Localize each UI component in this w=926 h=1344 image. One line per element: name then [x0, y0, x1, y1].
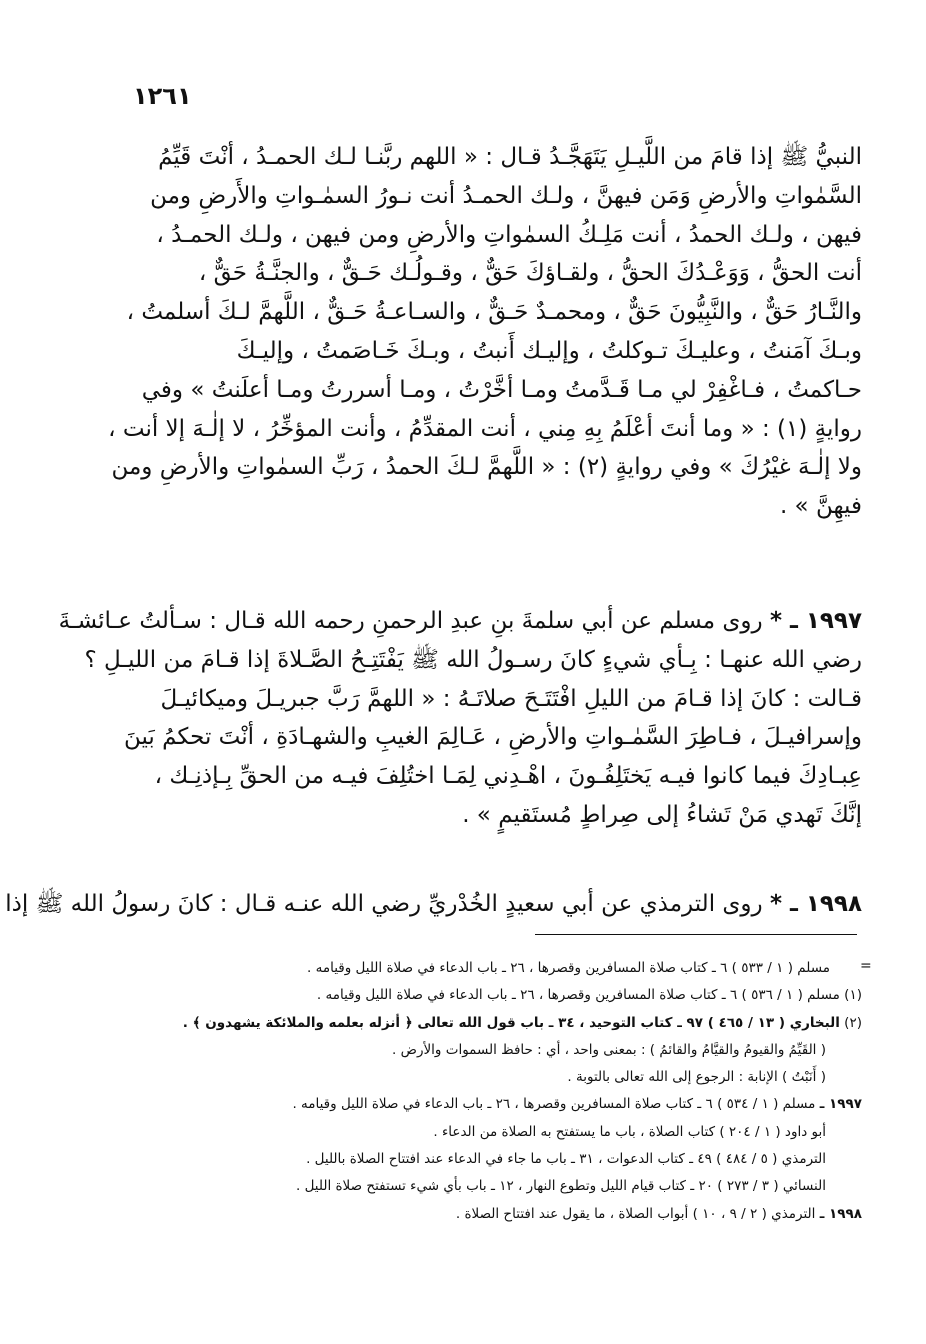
text-line: حـاكمتُ ، فـاغْفِرْ لي مـا قَـدَّمتُ ومـا أخَّرْتُ ، ومـا أسررتُ ومـا أعلَنتُ » وفي: [141, 376, 862, 403]
footnotes: [162, 955, 862, 1228]
footnote-text: مسلم ( ١ / ٥٣٦ ) ٦ ـ كتاب صلاة المسافرين وقصرها ، ٢٦ ـ باب الدعاء في صلاة الليل وقيامه .: [316, 987, 840, 1004]
continuation-mark: =: [860, 958, 872, 974]
footnote: [162, 1201, 862, 1228]
footnote-text: مسلم ( ١ / ٥٣٣ ) ٦ ـ كتاب صلاة المسافرين وقصرها ، ٢٦ ـ باب الدعاء في صلاة الليل وقيامه .: [307, 960, 830, 976]
footnote: [162, 1173, 862, 1200]
text-line: السَّمٰواتِ والأرضِ وَمَن فيهنَّ ، ولـك الحمـدُ أنت نـورُ السمٰـواتِ والأَرضِ ومن: [150, 182, 862, 209]
footnote: [162, 1091, 862, 1118]
footnote-text: مسلم ( ١ / ٥٣٤ ) ٦ ـ كتاب صلاة المسافرين وقصرها ، ٢٦ ـ باب الدعاء في صلاة الليل وقيامه .: [292, 1096, 816, 1113]
text-line: إنَّكَ تَهدي مَنْ تَشاءُ إلى صِراطٍ مُستَقيمٍ » .: [462, 801, 862, 828]
footnote-text: ( القَيِّمُ والقيومُ والقيَّامُ والقائمُ ) : بمعنى واحد ، أي : حافظ السموات والأرض .: [392, 1041, 826, 1058]
footnote: [162, 1010, 862, 1037]
footnote: [162, 1119, 862, 1146]
page-number: ١٢٦١: [133, 82, 192, 110]
hadith-1997: [58, 602, 862, 835]
footnote-prefix: ١٩٩٧ ـ: [819, 1096, 862, 1113]
footnote: [162, 982, 862, 1009]
footnote: [162, 955, 862, 982]
footnote: [162, 1037, 862, 1064]
text-line: أنت الحقُّ ، وَوَعْـدُكَ الحقُّ ، ولقـاؤكَ حَقٌّ ، وقـولُـك حَـقٌّ ، والجنَّـةُ حَقٌّ ،: [198, 260, 862, 287]
text-line: عِبـادِكَ فيما كانوا فيـه يَختَلِفُـونَ ، اهْـدِني لِمَـا اختُلِفَ فيـه من الحقِّ بِـإذنِـك ،: [154, 763, 862, 790]
text-line: فيهن ، ولـك الحمدُ ، أنت مَلِـكُ السمٰواتِ والأرضِ ومن فيهن ، ولـك الحمـدُ ،: [156, 221, 862, 248]
text-line: والنَّـارُ حَقٌّ ، والنَّبِيُّونَ حَقٌّ ، ومحمـدٌ حَـقٌّ ، والسـاعـةُ حَـقٌّ ، اللَّهمَّ لـكَ أسلمتُ ،: [126, 299, 862, 326]
text-line: [5, 885, 862, 924]
footnote-text: الترمذي ( ٥ / ٤٨٤ ) ٤٩ ـ كتاب الدعوات ، ٣١ ـ باب ما جاء في الدعاء عند افتتاح الصلاة بالليل .: [306, 1151, 826, 1168]
footnote-text: البخاري ( ١٣ / ٤٦٥ ) ٩٧ ـ كتاب التوحيد ، ٣٤ ـ باب قول الله تعالى ﴿ أنزله بعلمه والملائكة يشهدون ﴾ .: [182, 1014, 840, 1031]
text-line: قـالت : كانَ إذا قـامَ من الليلِ افْتَتَـحَ صلاتَـهُ : « اللهمَّ رَبَّ جبريـلَ وميكائيـلَ: [160, 685, 862, 712]
footnote-prefix: (١): [844, 987, 862, 1004]
text-line: [58, 602, 862, 641]
hadith-text: روى الترمذي عن أبي سعيدٍ الخُدْريِّ رضي الله عنـه قـال : كانَ رسولُ الله ﷺ إذا: [5, 891, 763, 917]
hadith-number: ١٩٩٧ ـ *: [769, 608, 862, 634]
paragraph-continuation: [108, 138, 862, 526]
text-line: وإسرافيـلَ ، فـاطِرَ السَّمٰـواتِ والأرضِ ، عَـالِمَ الغيبِ والشهـادَةِ ، أنْتَ تحكمُ بَينَ: [123, 724, 862, 751]
footnote-prefix: (٢): [844, 1014, 862, 1031]
hadith-text: روى مسلم عن أبي سلمةَ بنِ عبدِ الرحمنِ رحمه الله قـال : سـألتُ عـائشـةَ: [58, 608, 763, 634]
footnote-text: الترمذي ( ٢ / ٩ ، ١٠ ) أبواب الصلاة ، ما يقول عند افتتاح الصلاة .: [455, 1205, 816, 1222]
footnote: [162, 1146, 862, 1173]
text-line: رضي الله عنهـا : بِـأي شيءٍ كانَ رسـولُ الله ﷺ يَفْتَتِـحُ الصَّـلاةَ إذا قـامَ من الليـلِ ؟: [84, 646, 862, 673]
hadith-1998: [5, 885, 862, 924]
text-line: ولا إلٰـهَ غيْرُكَ » وفي روايةٍ (٢) : « اللَّهمَّ لـكَ الحمدُ ، رَبِّ السمٰواتِ والأرضِ ومن: [111, 454, 862, 481]
footnote-text: النسائي ( ٣ / ٢٧٣ ) ٢٠ ـ كتاب قيام الليل وتطوع النهار ، ١٢ ـ باب بأي شيء تستفتح صلاة الليل .: [295, 1178, 826, 1195]
footnote: [162, 1064, 862, 1091]
hadith-number: ١٩٩٨ ـ *: [769, 891, 862, 917]
footnote-divider: [535, 934, 857, 935]
footnote-text: ( أَنَبْتُ ) الإنابة : الرجوع إلى الله تعالى بالتوبة .: [567, 1069, 826, 1086]
text-line: وبـكَ آمَنتُ ، وعليـكَ تـوكلتُ ، وإليـك أَنبتُ ، وبـكَ خَـاصَمتُ ، وإليـكَ: [236, 337, 862, 364]
footnote-text: أبو داود ( ١ / ٢٠٤ ) كتاب الصلاة ، باب ما يستفتح به الصلاة من الدعاء .: [433, 1123, 826, 1140]
text-line: النبيُّ ﷺ إذا قامَ من اللَّيـلِ يَتَهَجَّـدُ قـال : « اللهم ربَّنـا لـك الحمـدُ ، أنْتَ قَيِّمُ: [158, 144, 862, 170]
footnote-prefix: ١٩٩٨ ـ: [819, 1205, 862, 1222]
text-line: فيهِنَّ » .: [779, 493, 862, 520]
text-line: روايةٍ (١) : « وما أنتَ أعْلَمُ بِهِ مِني ، أنت المقدِّمُ ، وأنت المؤخِّرُ ، لا إلٰـهَ إلا أنت ،: [108, 415, 862, 442]
